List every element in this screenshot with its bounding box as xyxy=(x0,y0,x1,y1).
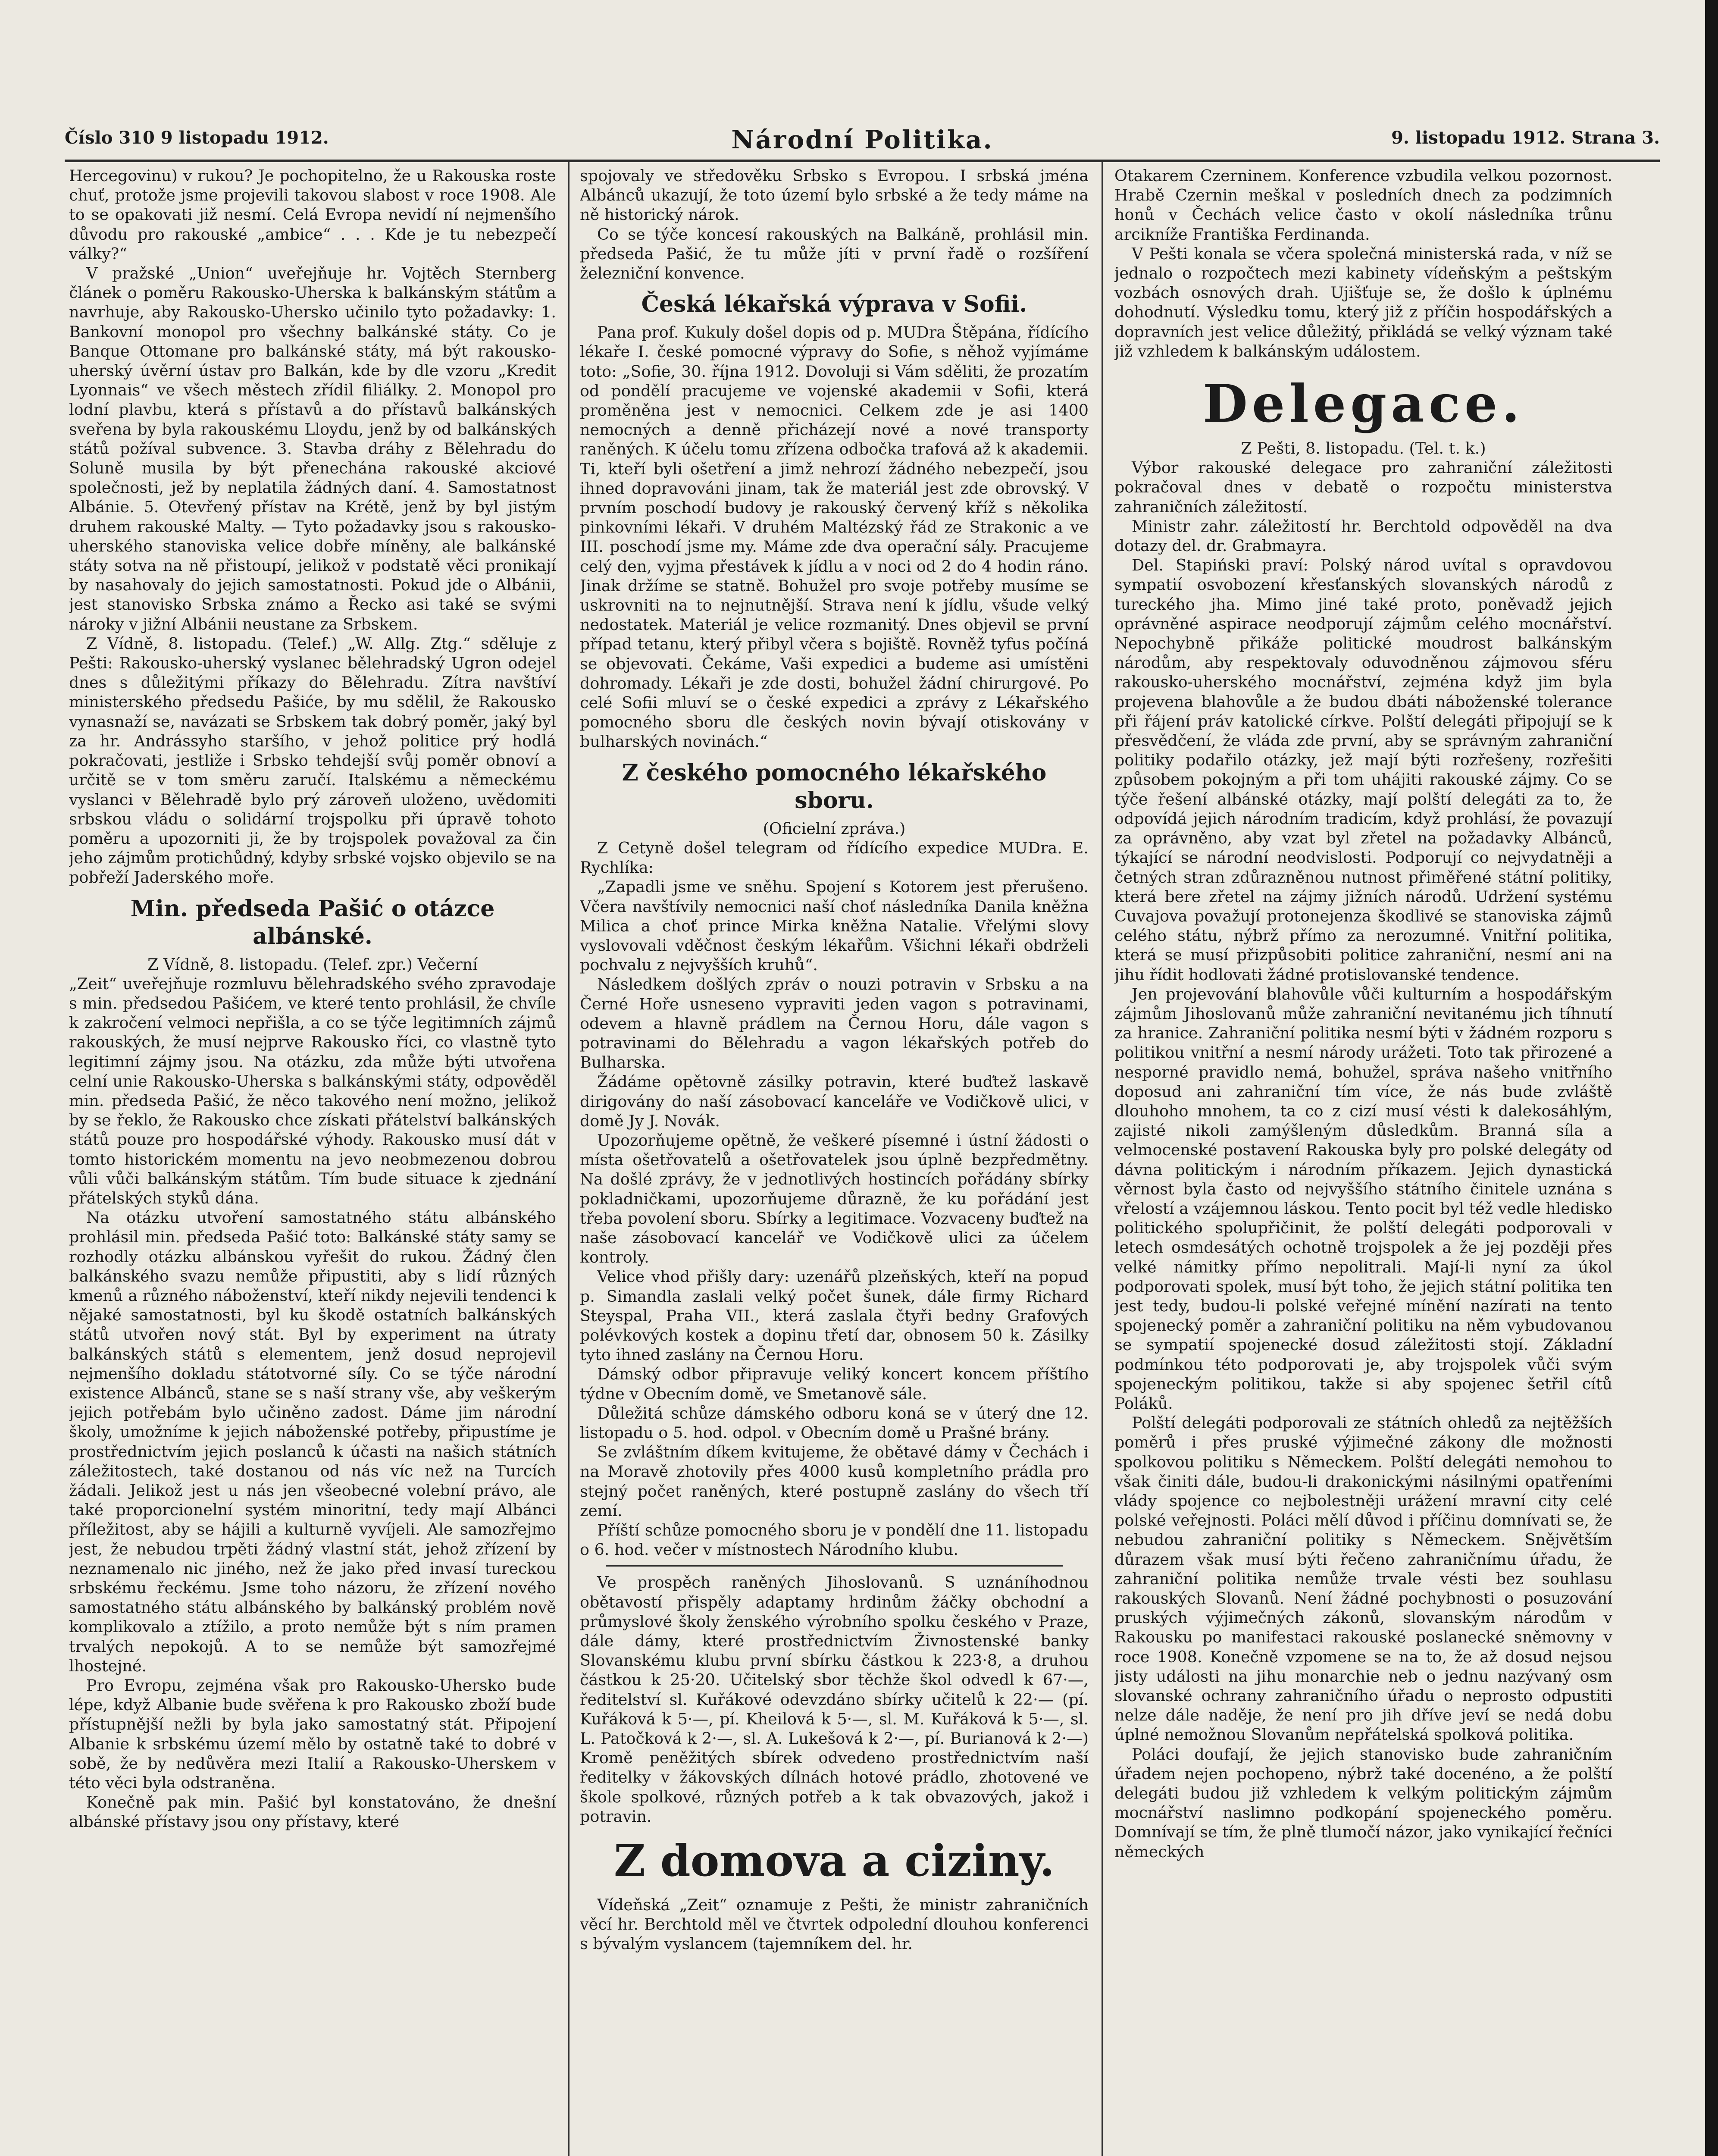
paragraph: Se zvláštním díkem kvitujeme, že obětavé dámy v Čechách i na Moravě zhotovily přes 4000 kusů kompletního prádla pro stejný počet raněných, které postupně zaslány do všech tří zemí. xyxy=(580,1443,1089,1520)
paragraph: Del. Stapiński praví: Polský národ uvítal s opravdovou sympatií osvobození křesťanských slovanských národů z tureckého jha. Mimo jiné také proto, poněvadž jejich oprávněné aspirace neodporují zájmům celého mocnářství. Nepochybně přikáže politické moudrost balkánským národům, aby respektovaly oduvodněnou zájmovou sféru rakousko-uherského mocnářství, zejména když jim byla projevena blahovůle a že budou dbáti náboženské tolerance při řájení práv katolické církve. Polští delegáti připojují se k přesvědčení, že vláda zde první, aby se správným zahraniční politiky podařilo otázky, jež mají býti rozřešeny, rozřešiti způsobem pokojným a při tom uhájiti rakouské zájmy. Co se týče řešení albánské otázky, mají polští delegáti za to, že odpovídá jejich národním tradicím, když prohlásí, že povazují za oprávněno, aby vzat byl zřetel na požadavky Albánců, týkající se národní neodvislosti. Podporují co nejvydatněji a četných stran zdůrazněnou nutnost přiměřené státní politiky, která bere zřetel na zájmy jižních národů. Udržení systému Cuvajova považují protonejenza škodlivé se stanoviska zájmů celého státu, nýbrž přímo za nerozumné. Vnitřní politika, která se musí přizpůsobiti politice zahraniční, nesmí ani na jihu řídit hodlovati žádné protislovanské tendence. xyxy=(1114,556,1612,984)
column-1 xyxy=(69,166,556,2156)
paragraph: V Pešti konala se včera společná ministerská rada, v níž se jednalo o rozpočtech mezi kabinety vídeňským a peštským vozbách osnových drah. Ujišťuje se, že došlo k úplnému dohodnutí. Výsledku tomu, který již z příčin hospodářských a dopravních jest velice důležitý, přikládá se velký význam také již vzhledem k balkánským událostem. xyxy=(1114,244,1612,360)
paragraph: Pro Evropu, zejména však pro Rakousko-Uhersko bude lépe, když Albanie bude svěřena k pro Rakousko zboží bude přístupnější nežli by byla jako samostatný stát. Připojení Albanie k srbskému území mělo by ostatně také to dobré v sobě, že by nedůvěra mezi Italií a Rakousko-Uherskem v této věci byla odstraněna. xyxy=(69,1676,556,1792)
subheadline: (Oficielní zpráva.) xyxy=(763,819,906,838)
paragraph: Pana prof. Kukuly došel dopis od p. MUDra Štěpána, řídícího lékaře I. české pomocné výpravy do Sofie, s něhož vyjímáme toto: „Sofie, 30. října 1912. Dovoluji si Vám sděliti, že prozatím od pondělí pracujeme ve vojenské akademii v Sofii, která proměněna jest v nemocnici. Celkem zde je asi 1400 nemocných a denně přicházejí nové a nové transporty raněných. K účelu tomu zřízena odbočka trafová až k akademii. Ti, kteří byli ošetření a jimž nehrozí žádného nebezpečí, jsou ihned dopravováni jinam, tak že materiál jest zde obrovský. V prvním poschodí budovy je rakouský červený kříž s několika pinkovními lékaři. V druhém Maltézský řád ze Strakonic a ve III. poschodí jsme my. Máme zde dva operační sály. Pracujeme celý den, vyjma přestávek k jídlu a v noci od 2 do 4 hodin ráno. Jinak držíme se statně. Bohužel pro svoje potřeby musíme se uskrovniti na to nejnutnější. Strava není k jídlu, všude velký nedostatek. Materiál je velice rozmanitý. Dnes objevil se první případ tetanu, který přibyl včera s bojiště. Rovněž tyfus počíná se objevovati. Čekáme, Vaši expedici a budeme asi umístěni dohromady. Lékaři je zde dosti, bohužel žádní chirurgové. Po celé Sofii mluví se o české expedici a zprávy z Lékařského pomocného sboru dle českých novin bývají otiskovány v bulharských novinách.“ xyxy=(580,323,1089,751)
dateline: Z Vídně, 8. listopadu. (Telef. zpr.) Večerní xyxy=(147,955,478,974)
paragraph: spojovaly ve středověku Srbsko s Evropou. I srbská jména Albánců ukazují, že toto území bylo srbské a že tedy máme na ně historický nárok. xyxy=(580,166,1089,224)
section-rule xyxy=(606,1565,1063,1567)
issue-info: Číslo 310 9 listopadu 1912. xyxy=(65,128,329,148)
paragraph: Otakarem Czerninem. Konference vzbudila velkou pozornost. Hrabě Czernin meškal v posledních dnech za podzimních honů v Čechách velice často v okolí následníka trůnu arcikníže Františka Ferdinanda. xyxy=(1114,166,1612,244)
paragraph: Poláci doufají, že jejich stanovisko bude zahraničním úřadem nejen pochopeno, nýbrž také docenéno, a že polští delegáti budou již vzhledem k velkým politickým zájmům mocnářství naslimno podkopání spojeneckého poměru. Domnívají se tím, že plně tlumočí názor, jako vynikající řečníci německých xyxy=(1114,1745,1612,1861)
paragraph: Dámský odbor připravuje veliký koncert koncem příštího týdne v Obecním domě, ve Smetanově sále. xyxy=(580,1365,1089,1403)
paragraph: Na otázku utvoření samostatného státu albánského prohlásil min. předseda Pašić toto: Balkánské státy samy se rozhodly otázku albánskou vyřešit do rukou. Žádný člen balkánského svazu nemůže připustiti, aby s lidí různých kmenů a různého náboženství, kteří nikdy nejevili tendenci k nějaké samostatnosti, byl ku škodě ostatních balkánských států utvořen nový stát. Byl by experiment na útraty balkánských států s elementem, jenž dosud neprojevil nejmenšího dokladu státotvorné síly. Co se týče národní existence Albánců, stane se s naší strany vše, aby veškerým jejich potřebám bylo učiněno zadost. Dáme jim národní školy, umožníme k jejich náboženské potřeby, připustíme je prostřednictvím jejich poslanců k účasti na našich státních záležitostech, také dostanou od nás víc než na Turcích žádali. Jelikož jest u nás jen všeobecné volební právo, ale také proporcionelní systém minoritní, tedy mají Albánci příležitost, aby se hájili a kulturně vyvíjeli. Ale samozřejmo jest, že nebudou trpěti žádný vlastní stát, jehož zřízení by neznamenalo nic jiného, než že jako před invasí tureckou srbskému řeckému. Jsme toho názoru, že zřízení nového samostatného státu albánského by balkánský problém nově komplikovalo a ztížilo, a proto nemůže být s ním pramen trvalých nepokojů. A to se nemůže být samozřejmé lhostejné. xyxy=(69,1208,556,1675)
paragraph: Žádáme opětovně zásilky potravin, které buďtež laskavě dirigovány do naší zásobovací kanceláře ve Vodičkově ulici, v domě Jy J. Novák. xyxy=(580,1072,1089,1130)
paragraph: Konečně pak min. Pašić byl konstatováno, že dnešní albánské přístavy jsou ony přístavy, které xyxy=(69,1793,556,1831)
section-headline: Z domova a ciziny. xyxy=(613,1835,1055,1887)
newspaper-title: Národní Politika. xyxy=(731,125,993,154)
paragraph: Ministr zahr. záležitostí hr. Berchtold odpověděl na dva dotazy del. dr. Grabmayra. xyxy=(1114,517,1612,555)
scan-edge xyxy=(1705,0,1718,2156)
paragraph: Polští delegáti podporovali ze státních ohledů za nejtěžších poměrů i přes pruské výjimečné zákony dle možnosti spolkovou politiku s Německem. Polští delegáti nemohou to však činiti dále, budou-li drakonickými násilnými opatřeními vlády spojence co nejbolestněji urážení mravní city celé polské veřejnosti. Poláci mělí důvod i příčinu domnívati se, že nebudou zahraniční politiky s Německem. Snějvětším důrazem však musí býti řečeno zahraničnímu úřadu, že zahraniční politika nemůže trvale vésti bez souhlasu rakouských Slovanů. Není žádné pochybnosti o posuzování pruských výjimečných zákonů, slovanským národům v Rakousku po manifestaci rakouské poslanecké sněmovny v roce 1908. Konečně vzpomene se na to, že až dosud nejsou jisty události na jihu monarchie neb o jednu nazývaný osm slovanské ochrany zahraničního úřadu o neprosto odpustiti nelze dále naděje, že není pro jih dříve jeví se nedá dobu úplné nemožnou Slovanům nepřátelská spolková politika. xyxy=(1114,1413,1612,1744)
paragraph: „Zapadli jsme ve sněhu. Spojení s Kotorem jest přerušeno. Včera navštívily nemocnici naší choť následníka Danila kněžna Milica a choť prince Mirka kněžna Natalie. Vřelými slovy vyslovovali vděčnost českým lékařům. Všichni lékaři obdrželi pochvalu z nejvyšších kruhů“. xyxy=(580,877,1089,975)
paragraph: Příští schůze pomocného sboru je v pondělí dne 11. listopadu o 6. hod. večer v místnostech Národního klubu. xyxy=(580,1521,1089,1559)
date-page-info: 9. listopadu 1912. Strana 3. xyxy=(1391,128,1660,148)
paragraph: V pražské „Union“ uveřejňuje hr. Vojtěch Sternberg článek o poměru Rakousko-Uherska k balkánským státům a navrhuje, aby Rakousko-Uhersko učinilo tyto požadavky: 1. Bankovní monopol pro všechny balkánské státy. Co je Banque Ottomane pro balkánské státy, má být rakousko-uherský úvěrní ústav pro Balkán, kde by dle vzoru „Kredit Lyonnais“ ve všech městech zřídil filiálky. 2. Monopol pro lodní plavbu, která s přístavů a do přístavů balkánských sveřena by byla rakouskému Lloydu, jenž by od balkánských států požíval subvence. 3. Stavba dráhy z Bělehradu do Soluně musila by být přenechána rakouské akciové společnosti, jež by neplatila žádných daní. 4. Samostatnost Albánie. 5. Otevřený přístav na Krétě, jenž by byl jistým druhem rakouské Malty. — Tyto požadavky jsou s rakousko-uherského stanoviska velice dobře míněny, ale balkánské státy sotva na ně přistoupí, jelikož v podstatě věci pronikají by nasahovaly do jejich samostatnosti. Pokud jde o Albánii, jest stanovisko Srbska známo a Řecko asi také se svými nároky v jižní Albánii neustane za Srbskem. xyxy=(69,264,556,633)
column-divider xyxy=(568,162,570,2156)
paragraph: Jen projevování blahovůle vůči kulturním a hospodářským zájmům Jihoslovanů může zahraniční nevitanému jich tíhnutí za hranice. Zahraniční politika nesmí býti v žádném rozporu s politikou vnitřní a nesmí národy urážeti. Toto tak přirozené a nesporné pravidlo nemá, bohužel, správa našeho vnitřního doposud ani zahraniční tím více, že nás bude zvláště dlouhoho mnohem, ta co z cizí musí vésti k dalekosáhlým, zajisté nikoli zamýšleným důsledkům. Branná síla a velmocenské postavení Rakouska byly pro polské delegáty od dávna politickým i národním příkazem. Jejich dynastická věrnost byla často od nejvyššího státního činitele uznána s vřelostí a vzájemnou láskou. Tento pocit byl též vedle hledisko politického spolupřičinit, že polští delegáti podporovali v letech osmdesátých ochotně trojspolek a že jej později přes velké námitky přímo nepolitrali. Mají-li nyní za úkol podporovati spolek, musí být toho, že jejich státní politika ten jest tedy, budou-li polské veřejné mínění nazírati na tento spojenecký poměr a zahraniční politiku na něm vybudovanou se sympatií spojenecké dosud záležitosti stojí. Základní podmínkou této podporovati je, aby trojspolek vůči svým spojeneckým politikou, takže si aby spojenec šetřil cítů Poláků. xyxy=(1114,984,1612,1413)
paragraph: Ve prospěch raněných Jihoslovanů. S uznáníhodnou obětavostí přispěly adaptamy hrdinům žáčky obchodní a průmyslové školy ženského výrobního spolku českého v Praze, dále dámy, které prostřednictvím Živnostenské banky Slovanskému klubu první sbírku částkou k 223·8, a druhou částkou k 25·20. Učitelský sbor těchže škol odvedl k 67·—, ředitelství sl. Kuřákové odevzdáno sbírky učitelů k 22·— (pí. Kuřáková k 5·—, pí. Kheilová k 5·—, sl. M. Kuřáková k 5·—, sl. L. Patočková k 2·—, sl. A. Lukešová k 2·—, pí. Burianová k 2·—) Kromě peněžitých sbírek odvedeno prostřednictvím naší ředitelky v žákovských dílnách hotové prádlo, zhotovené ve škole spolkové, různých potřeb a k tak obvazových, jakož i potravin. xyxy=(580,1573,1089,1826)
article-headline: Z českého pomocného lékařského sboru. xyxy=(622,759,1047,814)
paragraph: Výbor rakouské delegace pro zahraniční záležitosti pokračoval dnes v debatě o rozpočtu ministerstva zahraničních záležitostí. xyxy=(1114,458,1612,516)
paragraph: Co se týče koncesí rakouských na Balkáně, prohlásil min. předseda Pašić, že tu může jíti v první řadě o rozšíření železniční konvence. xyxy=(580,225,1089,283)
masthead xyxy=(65,125,1660,160)
paragraph: Z Vídně, 8. listopadu. (Telef.) „W. Allg. Ztg.“ sděluje z Pešti: Rakousko-uherský vyslanec bělehradský Ugron odejel dnes s důležitými příkazy do Bělehradu. Zítra navštíví ministerského předsedu Pašiće, by mu sdělil, že Rakousko vynasnaží se, navázati se Srbskem tak dobrý poměr, jaký byl za hr. Andrássyho staršího, v jehož politice prý hodlá pokračovati, jestliže i Srbsko tehdejší svůj poměr obnoví a určitě se v tom směru zaručí. Italskému a německému vyslanci v Bělehradě bylo prý zároveň uloženo, uvědomiti srbskou vládu o solidární trojspolku při úpravě tohoto poměru a upozorniti ji, že by trojspolek považoval za čin jeho zájmům protichůdný, kdyby srbské vojsko objevilo se na pobřeží Jaderského moře. xyxy=(69,634,556,887)
column-2 xyxy=(580,166,1089,2156)
paragraph: Důležitá schůze dámského odboru koná se v úterý dne 12. listopadu o 5. hod. odpol. v Obecním domě u Prašné brány. xyxy=(580,1404,1089,1442)
masthead-rule xyxy=(65,160,1660,162)
paragraph: Vídeňská „Zeit“ oznamuje z Pešti, že ministr zahraničních věcí hr. Berchtold měl ve čtvrtek odpolední dlouhou konferenci s bývalým vyslancem (tajemníkem del. hr. xyxy=(580,1896,1089,1953)
paragraph: „Zeit“ uveřejňuje rozmluvu bělehradského svého zpravodaje s min. předsedou Pašićem, ve které tento prohlásil, že chvíle k zakročení velmoci nepřišla, a co se týče legitimních zájmů rakouských, že musí nejprve Rakousko říci, co vlastně tyto legitimní zájmy jsou. Na otázku, zda může býti utvořena celní unie Rakousko-Uherska s balkánskými státy, odpověděl min. předseda Pašić, že něco takového není možno, jelikož by se řeklo, že Rakousko chce získati přátelství balkánských států pouze pro hospodářské výhody. Rakousko musí dát v tomto historickém momentu na jevo neobmezenou dobrou vůli vůči balkánským státům. Tím bude situace k zjednání přátelských styků dána. xyxy=(69,974,556,1207)
paragraph: Z Cetyně došel telegram od řídícího expedice MUDra. E. Rychlíka: xyxy=(580,838,1089,877)
column-divider xyxy=(1102,162,1103,2156)
paragraph: Velice vhod přišly dary: uzenářů plzeňských, kteří na popud p. Simandla zaslali velký počet šunek, dále firmy Richard Steyspal, Praha VII., která zaslala čtyři bedny Grafových polévkových kostek a dopinu třetí dar, obnosem 50 k. Zásilky tyto ihned zaslány na Černou Horu. xyxy=(580,1267,1089,1364)
paragraph: Následkem došlých zpráv o nouzi potravin v Srbsku a na Černé Hoře usneseno vypraviti jeden vagon s potravinami, odevem a hlavně prádlem na Černou Horu, dále vagon s potravinami do Bělehradu a vagon lékařských potřeb do Bulharska. xyxy=(580,975,1089,1072)
paragraph: Hercegovinu) v rukou? Je pochopitelno, že u Rakouska roste chuť, protože jsme projevili takovou slabost v roce 1908. Ale to se opakovati již nesmí. Celá Evropa nevidí ní nejmenšího důvodu pro rakouské „ambice“ . . . Kde je tu nebezpečí války?“ xyxy=(69,166,556,263)
paragraph: Upozorňujeme opětně, že veškeré písemné i ústní žádosti o místa ošetřovatelů a ošetřovatelek jsou úplně bezpředmětny. Na došlé zprávy, že v jednotlivých hostincích pořádány sbírky pokladničkami, upozorňujeme důrazně, že ku pořádání jest třeba povolení sboru. Sbírky a legitimace. Vozvaceny buďtež na naše zásobovací kancelář ve Vodičkově ulici za účelem kontroly. xyxy=(580,1131,1089,1267)
article-headline: Česká lékařská výprava v Sofii. xyxy=(641,291,1027,318)
section-headline: Delegace. xyxy=(1202,373,1524,435)
article-headline: Min. předseda Pašić o otázce albánské. xyxy=(130,895,495,950)
column-3 xyxy=(1114,166,1612,2156)
dateline: Z Pešti, 8. listopadu. (Tel. t. k.) xyxy=(1241,439,1486,458)
